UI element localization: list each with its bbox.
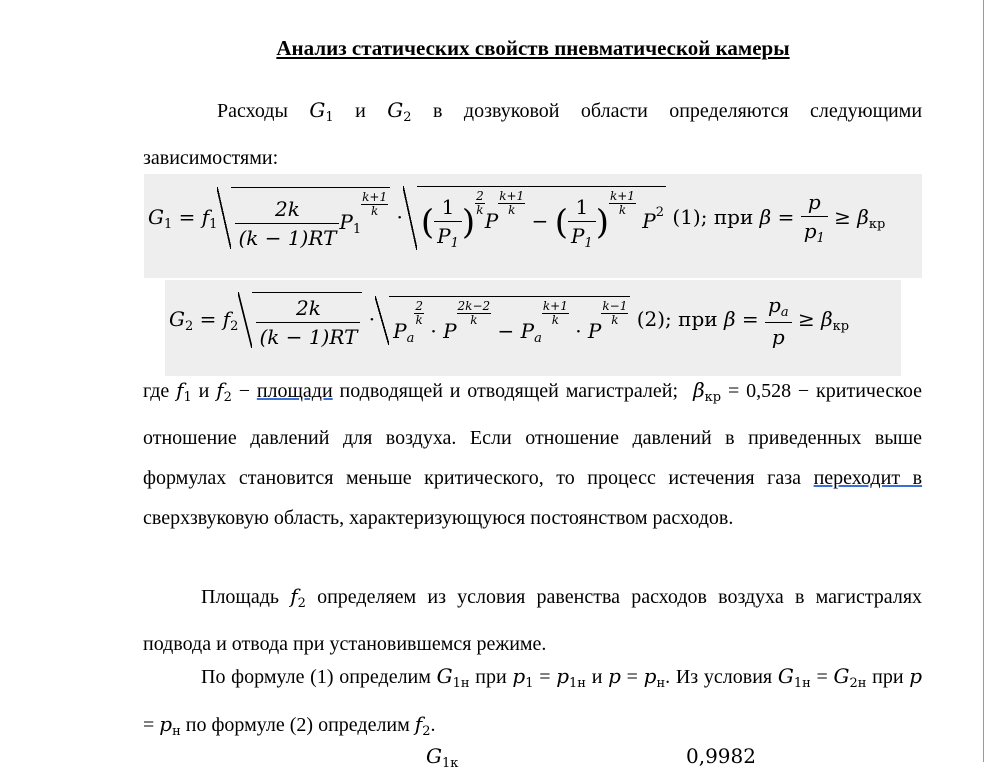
text: подводящей и отводящей магистралей; [339,380,679,402]
exponent: $\frac{k+1}{k}$ [609,189,635,217]
exponent: 2 [655,205,665,220]
formula-symbol: β [723,307,736,331]
sqrt-2: ( $\frac{1}{P_1}$ ) $\frac{2}{k}$ P $\frac{k+1}{k}$ − ( $\frac{1}{P_1}$ ) $\frac{k+1}{k}$ $P^2$ [417,186,666,251]
cutoff-formula [426,744,458,771]
operator: · [396,204,403,229]
text: при [475,666,507,688]
spellcheck-word[interactable]: площади [256,380,333,402]
denominator: p [771,324,785,349]
formula-symbol: P [393,318,407,343]
subscript: a [406,330,415,346]
formula-symbol: G [169,307,185,331]
formula-symbol: ≥ β [797,307,833,331]
operator: = [199,307,217,331]
formula-symbol: P [520,318,535,343]
spellcheck-phrase[interactable]: переходит в [813,467,923,489]
text: приведенных выше формулах становится меньше критического, то процесс [143,427,922,489]
formula-symbol: G [426,744,442,768]
symbol-g2: $G_2$ [387,98,412,125]
denominator: $P_1$ [437,223,459,251]
symbol: p [909,664,923,688]
paragraph-procedure [143,656,922,752]
operator: = [626,666,638,688]
formula-symbol: P [484,209,499,233]
formula-symbol: P [443,318,457,343]
text: зависимостями: [143,147,279,169]
formula-symbol: G [148,204,164,229]
denominator: (k − 1)RT [238,225,337,250]
text: критическое отношение давлений для воздуха. Если отношение давлений в [143,380,923,449]
text: по формуле (2) определим [185,714,410,736]
exponent: $\frac{k+1}{k}$ [542,298,568,327]
formula-2 [165,280,901,376]
subscript: 1к [441,756,459,771]
numerator: 1 [568,195,596,222]
symbol-f2: $f_2$ [216,378,232,405]
operator: · [430,318,437,343]
text: По формуле (1) определим [201,666,431,688]
text: и [355,100,366,122]
formula-symbol: P [587,318,602,343]
subscript: 2 [230,319,239,334]
operator: = [816,666,828,688]
symbol: $p_н$ [159,712,181,739]
text: . [430,714,436,736]
condition-text: при [713,204,754,229]
operator: − [531,209,549,233]
formula-symbol: P [642,209,656,233]
formula-symbol: ≥ β [834,204,869,229]
numerator: 1 [434,195,462,222]
operator: = [143,714,155,736]
subscript: 1 [209,216,218,232]
subscript: a [534,330,542,346]
formula-1 [144,174,922,278]
text: где [143,380,170,402]
numerator: 2k [256,296,360,323]
cutoff-value: 0,9982 [686,744,756,768]
sqrt-1 [231,187,390,250]
document-title: Анализ статических свойств пневматической камеры [276,36,790,60]
operator: = [777,204,795,229]
exponent: $\frac{2}{k}$ [415,298,423,327]
condition-text: при [678,307,718,331]
text: и [591,666,603,688]
symbol: $G_{1н}$ [436,664,470,691]
text: . Из условия [665,666,773,688]
formula-number: (1); [672,204,708,229]
formula-number: (2); [636,307,672,331]
operator: = [178,204,196,229]
formula-symbol: f [201,204,210,229]
symbol: $G_{1н}$ [777,664,811,691]
symbol-f1: $f_1$ [176,378,192,405]
operator: = [741,307,759,331]
symbol: $p_н$ [643,664,666,691]
symbol-beta-kr: $\beta_{кр}$ [693,378,722,405]
text: постоянством расходов. [530,507,734,529]
subscript: кр [868,216,886,232]
symbol: $f_2$ [414,712,431,739]
exponent: $\frac{2}{k}$ [476,189,484,217]
symbol-f2: $f_2$ [290,584,306,611]
text: Площадь [201,586,279,608]
denominator: $P_1$ [570,223,593,251]
text: магистралях подвода и отвода при установившемся режиме. [143,586,923,655]
text: и [198,380,210,402]
exponent: $\frac{k+1}{k}$ [362,189,388,218]
sqrt-1 [252,292,362,349]
operator: = [539,666,551,688]
symbol: $p_{1н}$ [556,664,586,691]
denominator: (k − 1)RT [259,325,358,349]
text: − [238,380,250,402]
symbol: $G_{2н}$ [833,664,867,691]
formula-symbol: β [759,204,772,229]
text: в дозвуковой области определяются следующими [433,100,923,122]
numerator: $p_a$ [765,293,792,323]
subscript: 1 [352,221,362,237]
formula-symbol: P [339,209,353,234]
text: истечения газа [668,467,802,489]
exponent: $\frac{2k-2}{k}$ [457,298,491,327]
exponent: $\frac{k-1}{k}$ [602,298,628,327]
sqrt-2 [389,296,630,346]
subscript: кр [832,319,850,334]
text: = 0,528 − [727,380,810,402]
denominator: $p_1$ [803,219,825,247]
paragraph-intro [143,90,922,178]
formula-symbol: f [222,307,231,331]
symbol: $p_1$ [512,664,534,691]
paragraph-explanation [143,370,922,538]
numerator: 2k [235,197,339,224]
exponent: $\frac{k+1}{k}$ [499,189,525,217]
text: при [872,666,904,688]
operator: · [575,318,582,343]
text: определяем из условия равенства расходов воздуха в [317,586,805,608]
numerator: p [801,190,828,217]
subscript: 1 [163,216,173,232]
text: Расходы [217,100,288,122]
page-edge [983,0,984,762]
symbol-g1: $G_1$ [309,98,334,125]
symbol: p [608,664,621,688]
paragraph-area [143,576,922,664]
operator: − [497,318,515,343]
subscript: 2 [184,319,194,334]
text: сверхзвуковую область, характеризующуюся [143,507,526,529]
operator: · [368,307,376,331]
